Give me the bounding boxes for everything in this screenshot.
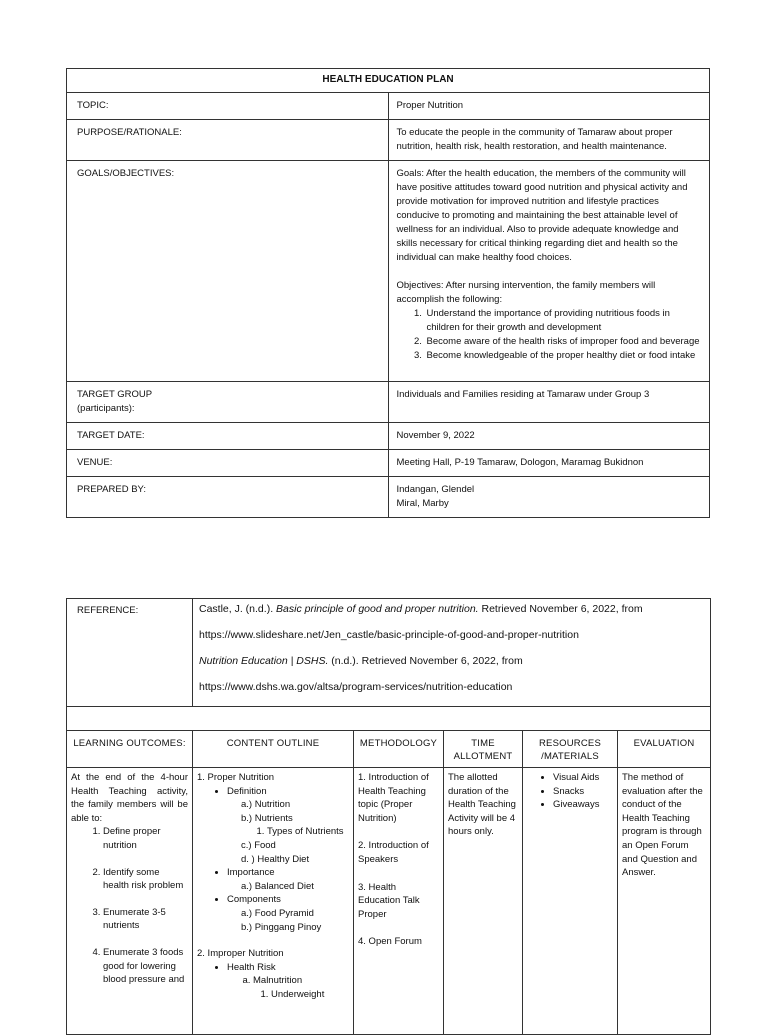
content-section-2: 2. Improper Nutrition	[197, 948, 284, 960]
target-group-label	[67, 382, 389, 423]
target-group-value: Individuals and Families residing at Tamaraw under Group 3	[388, 382, 710, 423]
content-sublist	[227, 974, 349, 1001]
resource-item: • Snacks	[553, 785, 613, 799]
target-date-label: TARGET DATE:	[67, 423, 389, 450]
objective-item: 2. Become aware of the health risks of improper food and beverage	[425, 335, 702, 349]
ref1-author: Castle, J. (n.d.).	[199, 603, 277, 615]
blank-row	[67, 707, 711, 731]
content-section-1: 1. Proper Nutrition	[197, 772, 275, 783]
header-time-line1: TIME	[471, 738, 495, 749]
topic-value: Proper Nutrition	[388, 93, 710, 120]
content-importance: Importance	[227, 867, 275, 879]
content-item	[227, 961, 349, 1002]
content-list-2	[197, 961, 349, 1002]
content-item	[227, 866, 349, 893]
content-sub: a.) Nutrition	[241, 799, 291, 811]
prepared-value	[388, 477, 710, 518]
purpose-value: To educate the people in the community of Tamaraw about proper nutrition, health risk, health restoration, and health maintenance.	[388, 120, 710, 161]
health-education-plan-table	[66, 68, 710, 518]
method-step: 1. Introduction of Health Teaching topic (Proper Nutrition)	[358, 772, 429, 824]
content-sub: a.) Food Pyramid	[241, 907, 314, 919]
method-step: 4. Open Forum	[358, 936, 422, 948]
method-step: 3. Health Education Talk Proper	[358, 881, 420, 920]
content-sub: b.) Pinggang Pinoy	[241, 921, 322, 933]
methodology-cell	[354, 768, 444, 1035]
header-res-line2: /MATERIALS	[541, 751, 599, 762]
target-date-value: November 9, 2022	[388, 423, 710, 450]
content-definition: Definition	[227, 785, 267, 797]
header-methodology: METHODOLOGY	[354, 731, 444, 768]
learning-item: 3. Enumerate 3-5 nutrients	[103, 906, 188, 933]
method-step: 2. Introduction of Speakers	[358, 840, 429, 865]
ref1-title: Basic principle of good and proper nutrition.	[276, 603, 479, 615]
ref2-tail: (n.d.). Retrieved November 6, 2022, from	[328, 655, 523, 667]
objectives-intro: Objectives: After nursing intervention, the family members will accomplish the following:	[396, 280, 656, 305]
learning-item: 1. Define proper nutrition	[103, 825, 188, 852]
goals-text: Goals: After the health education, the members of the community will have positive attitudes toward good nutrition and physical activity and provide motivation for improved nutrition and lifestyle practices conducive to promoting and maintaining the best attainable level of wellness for an individual. Also to provide adequate knowledge and skills necessary for critical thinking regarding diet and health so the individual can make healthy food choices.	[396, 168, 688, 263]
reference-2	[199, 655, 704, 668]
reference-2-url: https://www.dshs.wa.gov/altsa/program-services/nutrition-education	[199, 681, 513, 693]
header-evaluation: EVALUATION	[618, 731, 711, 768]
learning-item: 2. Identify some health risk problem	[103, 866, 188, 893]
header-time-line2: ALLOTMENT	[453, 751, 513, 762]
ref2-title: Nutrition Education | DSHS.	[199, 655, 329, 667]
resources-cell	[523, 768, 618, 1035]
reference-body	[193, 599, 711, 707]
teaching-plan-table	[66, 598, 711, 1035]
content-sub: a.) Balanced Diet	[241, 880, 314, 892]
plan-title: HEALTH EDUCATION PLAN	[67, 69, 710, 93]
header-learning-outcomes: LEARNING OUTCOMES:	[67, 731, 193, 768]
reference-1	[199, 603, 704, 616]
reference-label: REFERENCE:	[67, 599, 193, 707]
content-sub-item	[253, 974, 349, 1001]
content-list-1	[197, 785, 349, 935]
content-sub: b.) Nutrients	[241, 812, 293, 824]
header-resources	[523, 731, 618, 768]
learning-intro: At the end of the 4-hour Health Teaching activity, the family members will be able to:	[71, 772, 188, 824]
preparer-name: Indangan, Glendel	[396, 484, 475, 495]
evaluation-cell: The method of evaluation after the conduct of the Health Teaching program is through an Open Forum and Question and Answer.	[618, 768, 711, 1035]
learning-list	[71, 825, 188, 986]
content-sub-item: 1. Types of Nutrients	[267, 825, 349, 839]
content-sublist	[253, 988, 349, 1002]
target-group-label-line2: (participants):	[77, 403, 135, 414]
time-allotment-cell: The allotted duration of the Health Teaching Activity will be 4 hours only.	[444, 768, 523, 1035]
content-sublist	[227, 825, 349, 839]
content-sub-item: 1. Underweight	[271, 988, 349, 1002]
resources-list	[527, 771, 613, 812]
content-sub: d. ) Healthy Diet	[241, 853, 310, 865]
reference-1-url: https://www.slideshare.net/Jen_castle/basic-principle-of-good-and-proper-nutrition	[199, 629, 579, 641]
header-res-line1: RESOURCES	[539, 738, 601, 749]
purpose-label: PURPOSE/RATIONALE:	[67, 120, 389, 161]
objectives-list	[397, 307, 702, 363]
prepared-label: PREPARED BY:	[67, 477, 389, 518]
learning-item: 4. Enumerate 3 foods good for lowering blood pressure and	[103, 946, 188, 987]
topic-label: TOPIC:	[67, 93, 389, 120]
target-group-label-line1: TARGET GROUP	[77, 389, 153, 400]
learning-outcomes-cell	[67, 768, 193, 1035]
goals-label: GOALS/OBJECTIVES:	[67, 161, 389, 382]
objective-item: 3. Become knowledgeable of the proper healthy diet or food intake	[425, 349, 702, 363]
goals-cell	[388, 161, 710, 382]
content-sub: c.) Food	[241, 839, 276, 851]
header-time-allotment	[444, 731, 523, 768]
preparer-name: Miral, Marby	[396, 498, 449, 509]
content-item	[227, 785, 349, 867]
content-components: Components	[227, 894, 281, 906]
objective-item: 1. Understand the importance of providing nutritious foods in children for their growth and development	[425, 307, 702, 335]
resource-item: • Giveaways	[553, 798, 613, 812]
content-item	[227, 893, 349, 934]
venue-value: Meeting Hall, P-19 Tamaraw, Dologon, Maramag Bukidnon	[388, 450, 710, 477]
header-content-outline: CONTENT OUTLINE	[193, 731, 354, 768]
resource-item: • Visual Aids	[553, 771, 613, 785]
content-health-risk: Health Risk	[227, 961, 276, 973]
venue-label: VENUE:	[67, 450, 389, 477]
content-malnutrition: Malnutrition	[253, 975, 303, 987]
content-outline-cell	[193, 768, 354, 1035]
ref1-tail: Retrieved November 6, 2022, from	[478, 603, 643, 615]
